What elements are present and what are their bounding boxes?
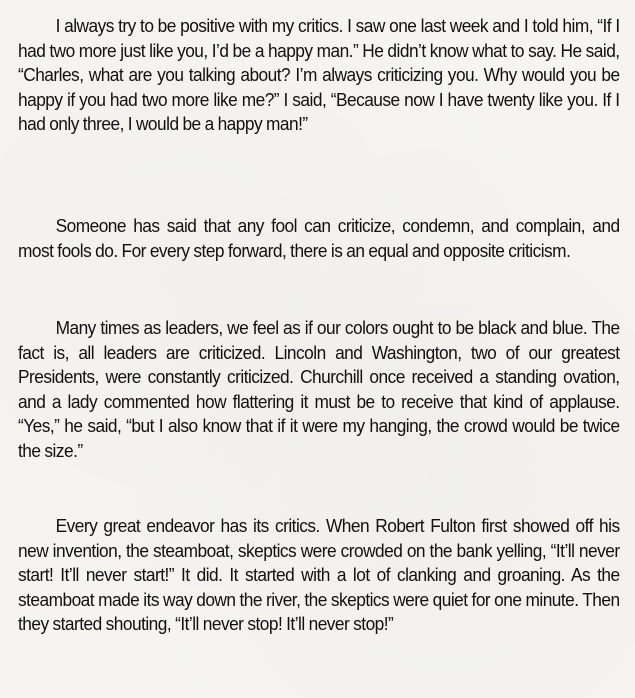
paragraph-critics-positive: I always try to be positive with my critics. I saw one last week and I told him, “If I had two more just like you, I’d be a happy man.” He didn’t know what to say. He said, “Charles, what are you talking about? I’m always criticizing you. Why would you be happy if you had two more like me?” I said, “Because now I have twenty like you. If I had only three, I would be a happy man!” xyxy=(18,15,620,135)
paragraph-any-fool: Someone has said that any fool can criticize, condemn, and complain, and most fools do. For every step forward, there is an equal and opposite criticism. xyxy=(18,215,620,261)
paragraph-robert-fulton: Every great endeavor has its critics. When Robert Fulton first showed off his new invention, the steamboat, skeptics were crowded on the bank yelling, “It’ll never start! It’ll never start!” It did. It started with a lot of clanking and groaning. As the steamboat made its way down the river, the skeptics were quiet for one minute. Then they started shouting, “It’ll never stop! It’ll never stop!” xyxy=(18,515,620,635)
paragraph-leaders-criticized: Many times as leaders, we feel as if our colors ought to be black and blue. The fact is, all leaders are criticized. Lincoln and Washington, two of our greatest Presidents, were constantly criticized. Churchill once received a standing ovation, and a lady commented how flattering it must be to receive that kind of applause. “Yes,” he said, “but I also know that if it were my hanging, the crowd would be twice the size.” xyxy=(18,317,620,461)
